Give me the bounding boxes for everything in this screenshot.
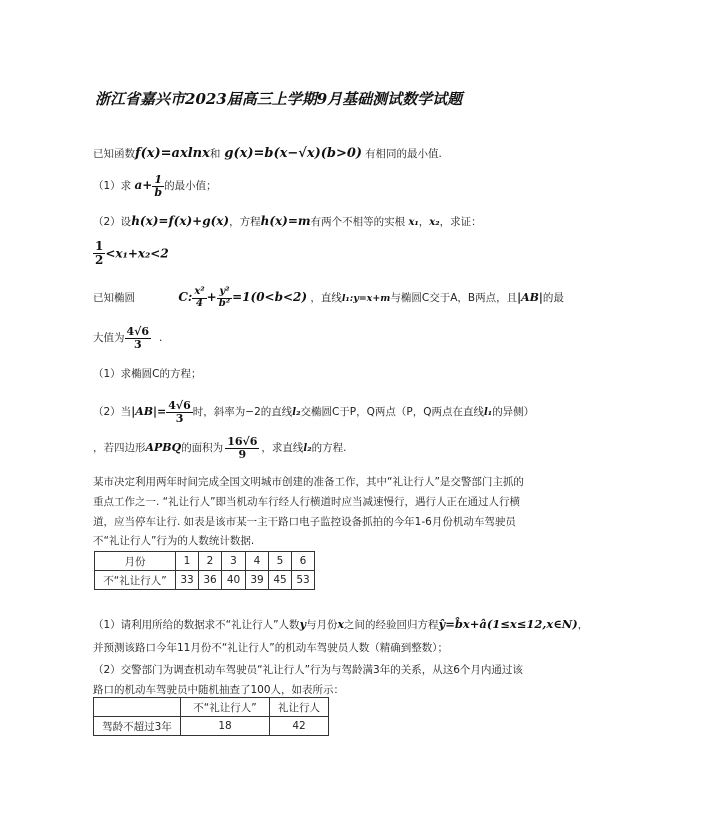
q3-part1-end: ， [577, 619, 589, 631]
q1-part1-a: a+ [134, 178, 153, 193]
q1-intro-prefix: 已知函数 [93, 148, 135, 160]
q2-line-suffix: 的最 [542, 292, 564, 304]
q2-part1: （1）求椭圆C的方程； [93, 368, 202, 380]
q1-part1-suffix: 的最小值； [164, 180, 217, 193]
q1-f-expr: f(x)=axlnx [135, 146, 210, 161]
q3-part2-line2: 路口的机动车驾驶员中随机抽查了100人，如表所示： [93, 684, 345, 696]
q1-ineq-num: 1 [95, 239, 104, 253]
q1-part2-mid: ，方程 [229, 216, 261, 228]
table-cell: 2 [199, 552, 222, 571]
q2-part2-mid: 时，斜率为−2的直线 [192, 406, 293, 419]
q2-x2-num: x² [194, 286, 205, 297]
q1-intro [93, 146, 442, 161]
table-cell: 6 [292, 552, 315, 571]
q1-x1: x₁ [408, 217, 419, 228]
q1-comma: ， [418, 216, 430, 228]
q1-part2-prefix: （2）设 [93, 216, 132, 228]
table-row-label: 不“礼让行人” [95, 571, 176, 590]
table-cell: 53 [292, 571, 315, 590]
q1-part1-prefix: （1）求 [93, 180, 132, 193]
q3-regression: ŷ=b̂x+â(1≤x≤12,x∈N) [438, 617, 578, 631]
q2-part2-den: 3 [175, 411, 184, 425]
q3-part1 [93, 617, 588, 632]
q2-y2-den: b² [218, 297, 231, 309]
table-cell: 39 [246, 571, 269, 590]
q1-inequality [93, 240, 169, 266]
q2-x2-den: 4 [196, 297, 203, 309]
monthly-table [94, 551, 315, 590]
q1-part2 [93, 214, 482, 229]
table-header-cell: 月份 [95, 552, 176, 571]
q3-part1-prefix: （1）请利用所给的数据求不“礼让行人”人数 [93, 619, 300, 631]
q2-part2 [93, 400, 534, 424]
q2-area-suffix: 的方程. [311, 442, 347, 455]
q2-line-expr: l₁:y=x+m [341, 293, 391, 304]
q2-ab-expr: |AB| [517, 291, 543, 304]
q2-y2-num: y² [217, 287, 232, 299]
q1-ineq-den: 2 [95, 252, 104, 267]
q1-eq-expr: h(x)=m [260, 214, 311, 228]
q3-para-line-1: 某市决定利用两年时间完成全国文明城市创建的准备工作，其中“礼让行人”是交警部门主抓的 [93, 476, 524, 488]
q2-area-den: 9 [238, 447, 247, 461]
page-title: 浙江省嘉兴市2023届高三上学期9月基础测试数学试题 [95, 90, 463, 108]
table-cell: 4 [246, 552, 269, 571]
table-cell: 42 [270, 717, 329, 736]
table-row [94, 717, 329, 736]
q3-x-var: x [337, 618, 345, 631]
table-cell: 5 [269, 552, 292, 571]
table-row-label: 驾龄不超过3年 [94, 717, 181, 736]
table-cell: 45 [269, 571, 292, 590]
q1-intro-suffix: 有相同的最小值. [365, 148, 442, 160]
q2-part2-mid2: 交椭圆C于P，Q两点（P，Q两点在直线 [300, 406, 484, 419]
table-cell: 18 [181, 717, 270, 736]
q2-intro [93, 287, 564, 309]
q2-area-prefix: ，若四边形 [93, 442, 146, 455]
q2-ellipse-rest: =1(0<b<2) [232, 290, 308, 304]
table-cell: 3 [222, 552, 246, 571]
q1-ineq-rest: <x₁+x₂<2 [105, 246, 169, 261]
q3-para-line-4: 不“礼让行人”行为的人数统计数据. [93, 535, 255, 547]
table-cell: 40 [222, 571, 246, 590]
q1-and: 和 [209, 148, 221, 160]
table-header-cell: 礼让行人 [270, 698, 329, 717]
q2-max-suffix: . [159, 332, 163, 345]
q3-part1-mid2: 之间的经验回归方程 [344, 619, 439, 631]
table-row [95, 571, 315, 590]
q3-part1-line2: 并预测该路口今年11月份不“礼让行人”的机动车驾驶员人数（精确到整数）； [93, 642, 448, 654]
table-cell: 1 [176, 552, 199, 571]
q2-quad: APBQ [145, 441, 182, 455]
q3-part1-mid: 与月份 [305, 619, 338, 631]
q2-line-mid: 与椭圆C交于A，B两点，且 [390, 292, 518, 304]
table-header-cell: 不“礼让行人” [181, 698, 270, 717]
q2-l2b: l₂ [303, 443, 312, 455]
table-row [95, 552, 315, 571]
q1-part2-suffix: ，求证： [439, 216, 482, 228]
q3-para-line-2: 重点工作之一. “礼让行人”即当机动车行经人行横道时应当减速慢行，遇行人正在通过人行横 [93, 496, 521, 508]
driver-table [93, 697, 329, 736]
q2-max-prefix: 大值为 [93, 332, 125, 345]
q3-part2-line1: （2）交警部门为调查机动车驾驶员“礼让行人”行为与驾龄满3年的关系，从这6个月内通过该 [93, 664, 523, 676]
q2-max-num: 4√6 [126, 325, 150, 338]
q2-part2-suffix: 的异侧） [492, 406, 535, 419]
table-corner-cell [94, 698, 181, 717]
q3-y-var: y [299, 618, 306, 631]
q2-part2-num: 4√6 [168, 399, 191, 412]
q1-h-expr: h(x)=f(x)+g(x) [131, 214, 230, 228]
table-row [94, 698, 329, 717]
q2-max-den: 3 [133, 337, 142, 351]
q2-plus: + [206, 290, 217, 304]
q2-line-prefix: ，直线 [310, 292, 342, 304]
q2-area-mid: 的面积为 [181, 442, 224, 455]
q3-para-line-3: 道，应当停车让行. 如表是该市某一主干路口电子监控设备抓拍的今年1-6月份机动车驾驶员 [93, 516, 516, 528]
table-cell: 33 [176, 571, 199, 590]
q1-part1-den: b [154, 185, 163, 199]
q1-g-expr: g(x)=b(x−√x)(b>0) [224, 146, 363, 161]
q2-max [93, 326, 162, 350]
q1-part1 [93, 174, 217, 198]
q2-intro-prefix: 已知椭圆 [93, 292, 135, 304]
q2-area-mid2: ，求直线 [261, 442, 304, 455]
q2-part2-prefix: （2）当 [93, 406, 132, 419]
q2-part2-ab: |AB|= [131, 405, 167, 419]
q2-area [93, 436, 346, 460]
q2-l2: l₂ [292, 407, 301, 419]
q1-x2: x₂ [429, 217, 440, 228]
q1-part1-num: 1 [152, 174, 164, 187]
q2-l1: l₁ [484, 407, 493, 419]
table-cell: 36 [199, 571, 222, 590]
q2-ellipse-c: C: [178, 290, 193, 304]
q1-part2-mid2: 有两个不相等的实根 [310, 216, 406, 228]
q2-area-num: 16√6 [227, 435, 258, 448]
